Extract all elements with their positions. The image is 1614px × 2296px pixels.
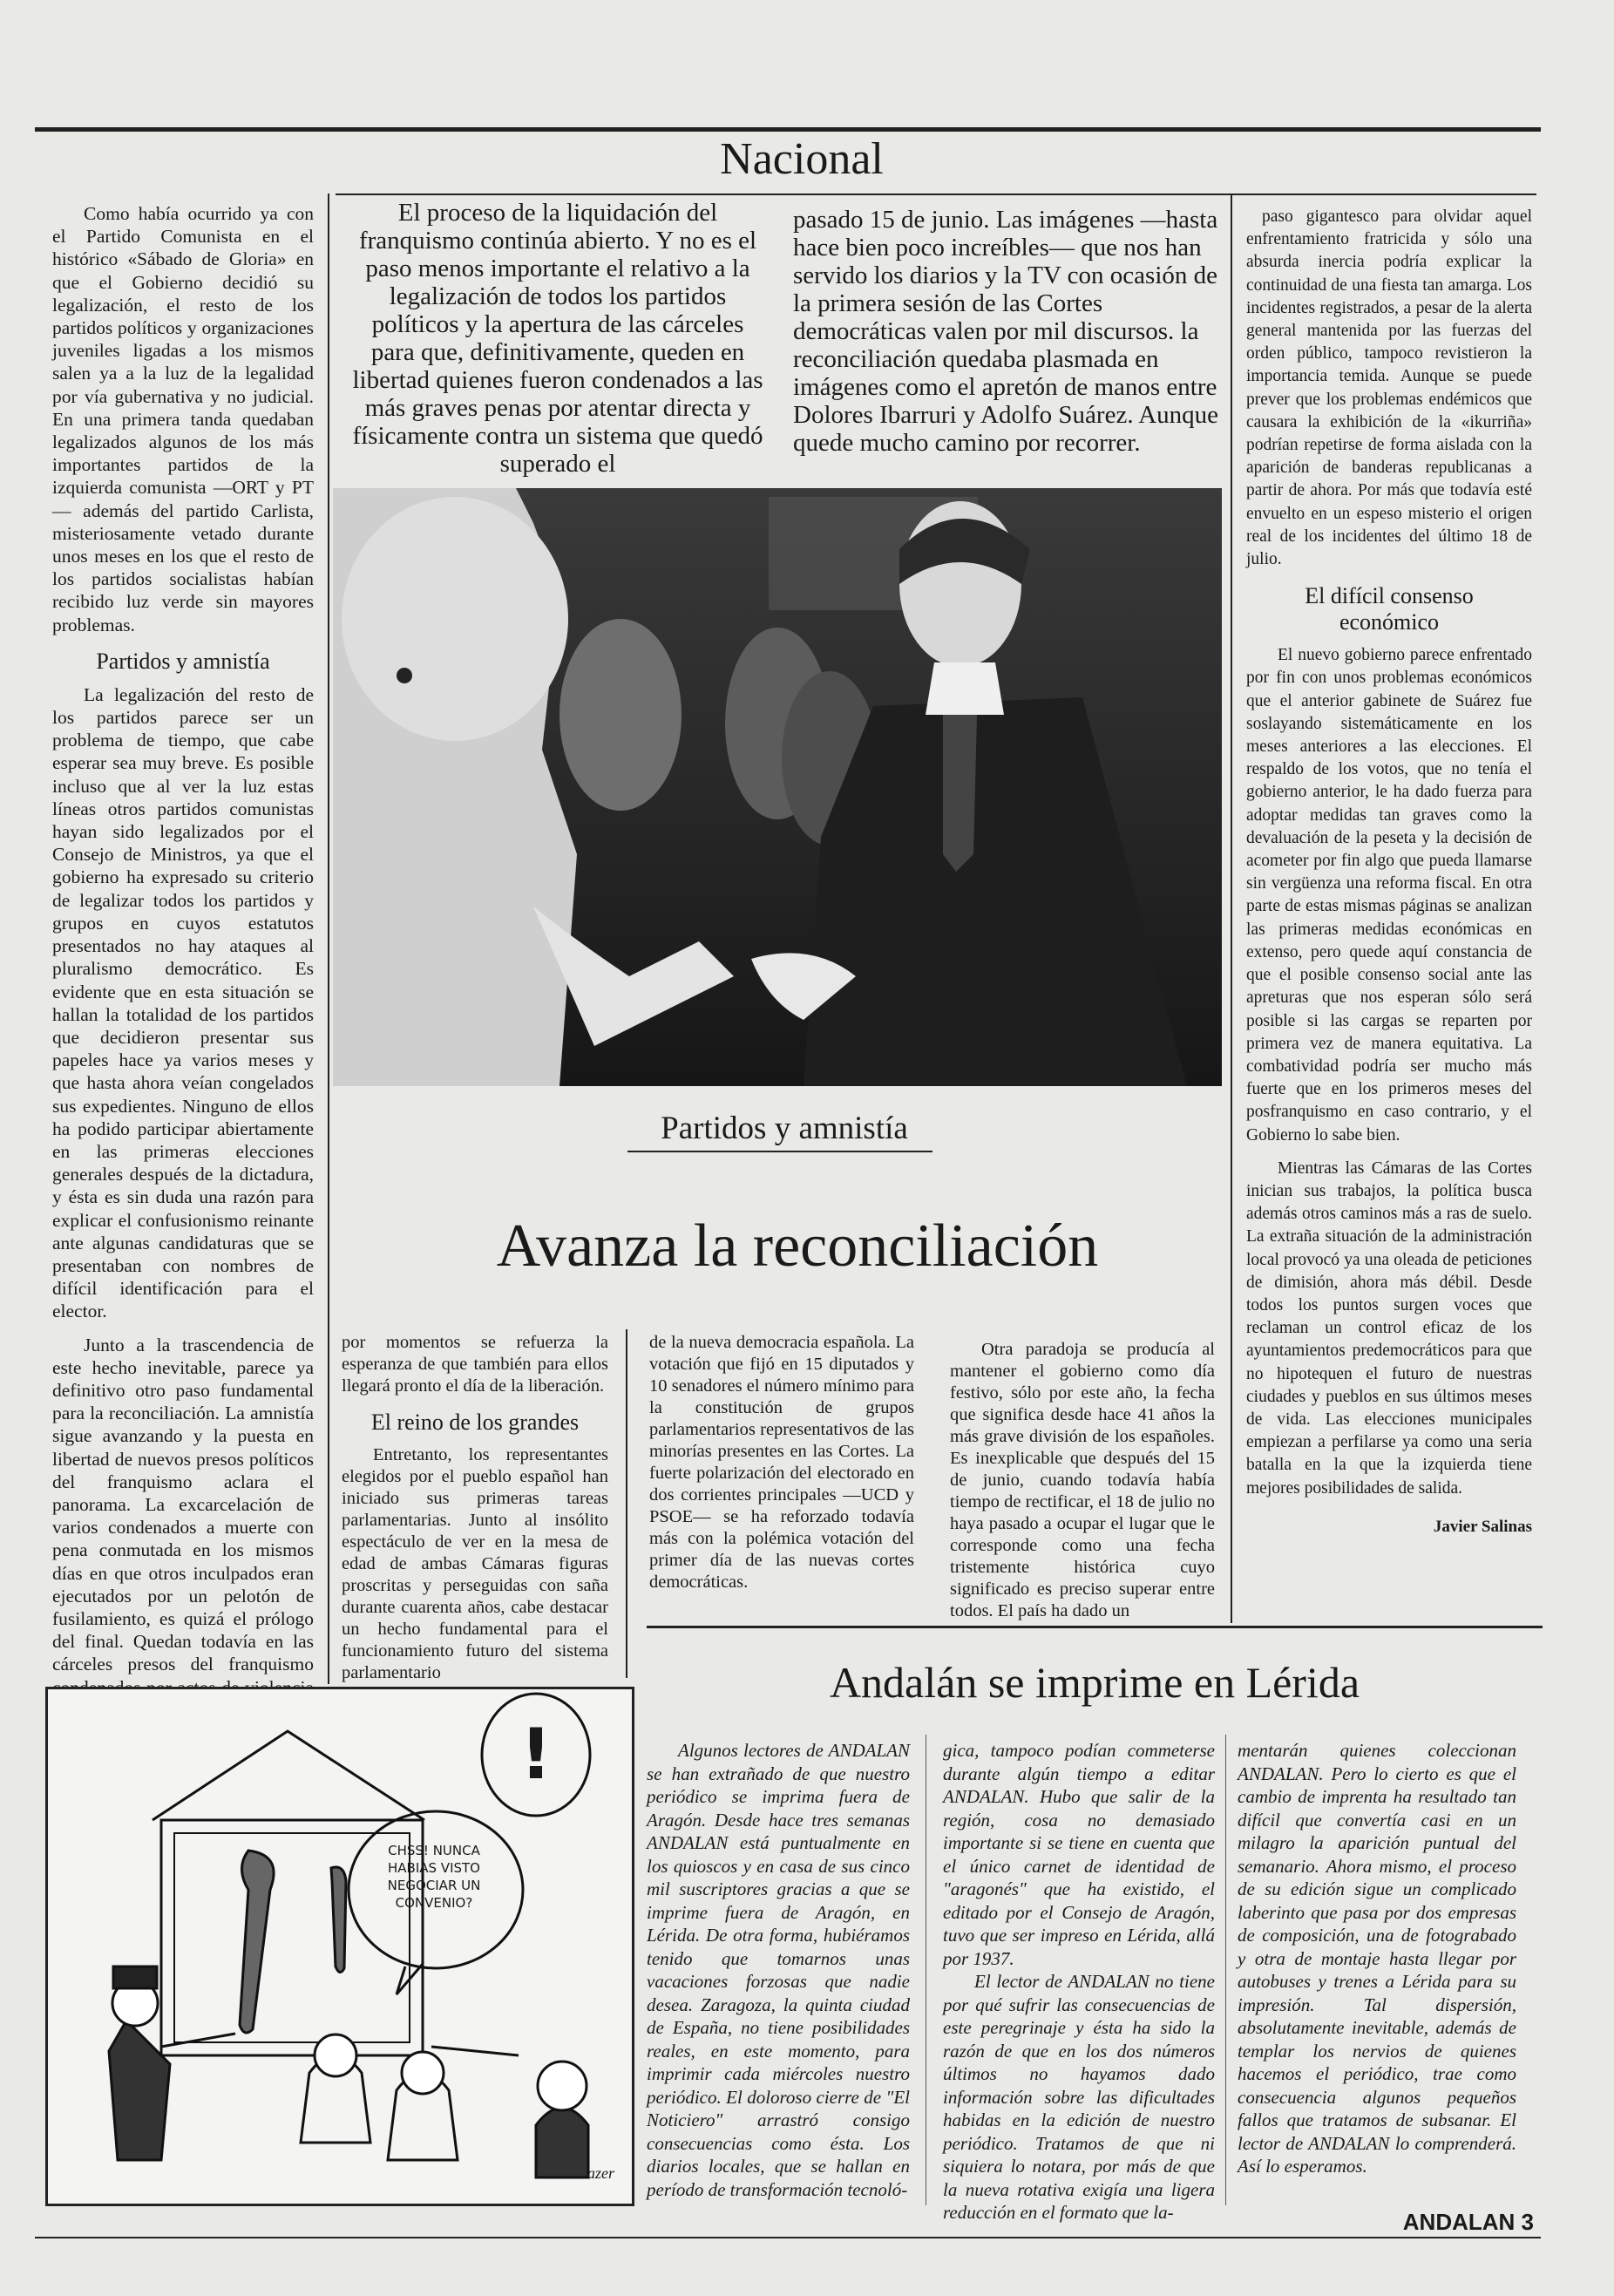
box-title: Andalán se imprime en Lérida	[829, 1658, 1360, 1707]
subheading: Partidos y amnistía	[96, 648, 270, 674]
lead-text-right: pasado 15 de junio. Las imágenes —hasta hace bien poco increíbles— que nos han servido los diarios y la TV con ocasión de la primera sesión de las Cortes democráticas valen por mil discursos. la reconciliación quedaba plasmada en imágenes como el apretón de manos entre Dolores Ibarruri y Adolfo Suárez. Aunque quede mucho camino por recorrer.	[793, 206, 1219, 457]
kicker-rule	[627, 1151, 932, 1152]
cartoon-signature: azer	[587, 2164, 614, 2182]
exclamation-mark: !	[519, 1714, 553, 1795]
article-paragraph: por momentos se refuerza la esperanza de que también para ellos llegará pronto el día de la liberación.	[342, 1333, 608, 1396]
cartoon	[45, 1687, 634, 2206]
article-paragraph: de la nueva democracia española. La votación que fijó en 15 diputados y 10 senadores el número mínimo para la constitución de grupos parlamentarios representativos de las minorías presentes en las Cortes. La fuerte polarización del electorado en dos corrientes principales —UCD y PSOE— se ha reforzado todavía más con la polémica votación del primer día de las nuevas cortes democráticas.	[649, 1333, 914, 1592]
mid-column-2	[649, 1332, 914, 1593]
article-paragraph: El lector de ANDALAN no tiene por qué sufrir las consecuencias de este peregrinaje y ésta ha sido la razón de que en los dos números últimos no hayamos dado información sobre las dificultades habidas en la edición de nuestro periódico. Tratamos de que ni siquiera lo notara, por más de que la nueva rotativa exigía una ligera reducción en el formato que la-	[943, 1971, 1215, 2223]
lead-text-left: El proceso de la liquidación del franquismo continúa abierto. Y no es el paso menos importante el relativo a la legalización de todos los partidos políticos y la apertura de las cárceles para que, definitivamente, queden en libertad quienes fueron condenados a las más graves penas por atentar directa y físicamente contra un sistema que quedó superado el	[352, 199, 763, 478]
article-paragraph: gica, tampoco podían commeterse durante algún tiempo a editar ANDALAN. Hubo que salir de la región, cosa no demasiado importante si se tiene en cuenta que el único carnet de identidad de "aragonés" que ha existido, el editado por el Consejo de Aragón, tuvo que ser impreso en Lérida, allá por 1937.	[943, 1740, 1215, 1969]
box-column-3	[1238, 1739, 1516, 2178]
column-divider	[626, 1329, 627, 1678]
column-divider	[1225, 1735, 1226, 2205]
article-paragraph: mentarán quienes coleccionan ANDALAN. Pero lo cierto es que el cambio de imprenta ha resultado tan difícil que convertía casi en un milagro la aparición puntual del semanario. Ahora mismo, el proceso de su edición sigue un complicado laberinto que pasa por dos empresas de composición, una de fotograbado y otra de montaje hasta llegar por autobuses y trenes a Lérida para su impresión. Tal dispersión, absolutamente inevitable, además de templar los nervios de quienes hacemos el periódico, trae como consecuencia algunos pequeños fallos que tratamos de subsanar. El lector de ANDALAN lo comprenderá. Así lo esperamos.	[1238, 1740, 1516, 2177]
kicker: Partidos y amnistía	[661, 1111, 908, 1146]
section-title: Nacional	[720, 134, 884, 184]
article-paragraph: Como había ocurrido ya con el Partido Comunista en el histórico «Sábado de Gloria» en que el Gobierno decidió su legalización, el resto de los partidos políticos y organizaciones juveniles ligadas a los mismos salen ya a la luz de la legalidad por vía gubernativa y no judicial. En una primera tanda quedaban legalizados algunos de los más importantes partidos de la izquierda comunista —ORT y PT— además del partido Carlista, misteriosamente vetado durante unos meses en los que el resto de los partidos socialistas habían recibido luz verde sin mayores problemas.	[52, 203, 314, 635]
photo-handshake	[333, 488, 1222, 1086]
article-paragraph: Algunos lectores de ANDALAN se han extrañado de que nuestro periódico se imprima fuera de Aragón. Desde hace tres semanas ANDALAN está puntualmente en los quioscos y en casa de sus cinco mil suscriptores gracias a que se imprime fuera de Aragón, en Lérida. De otra forma, hubiéramos tenido que tomarnos unas vacaciones forzosas que nadie desea. Zaragoza, la quinta ciudad de España, no tiene posibilidades reales, en este momento, para imprimir cada miércoles nuestro periódico. El doloroso cierre de "El Noticiero" arrastró consigo consecuencias como ésta. Los diarios locales, que se hallan en período de transformación tecnoló-	[647, 1740, 910, 2200]
mid-column-1	[342, 1332, 608, 1684]
box-column-2	[943, 1739, 1215, 2225]
subheading: El difícil consenso económico	[1305, 583, 1474, 635]
article-paragraph: Entretanto, los representantes elegidos por el pueblo español han iniciado sus primeras tareas parlamentarias. Junto al insólito espectáculo de ver en la mesa de edad de ambas Cámaras figuras proscritas y perseguidas con saña durante cuarenta años, cabe destacar un hecho fundamental para el funcionamiento futuro del sistema parlamentario	[342, 1445, 608, 1682]
article-paragraph: La legalización del resto de los partidos parece ser un problema de tiempo, que cabe esperar sea muy breve. Es posible incluso que al ver la luz estas líneas otros partidos comunistas hayan sido legalizados por el Consejo de Ministros, ya que el gobierno ha expresado su criterio de legalizar todos los partidos y grupos en cuyos estatutos presentados no hay ataques al pluralismo democrático. Es evidente que en esta situación se hallan la totalidad de los partidos que decidieron presentar sus papeles hace ya varios meses y que hasta ahora veían congelados sus expedientes. Ninguno de ellos ha podido participar abiertamente en las primeras elecciones generales después de la dictadura, y ésta es sin duda una razón para explicar el confusionismo reinante ante algunas candidaturas que se presentaban con nombres de difícil identificación para el elector.	[52, 683, 314, 1322]
column-divider	[1231, 194, 1232, 1623]
photo-image	[333, 488, 1222, 1086]
speech-bubble-text: CHSS! NUNCA HABIAS VISTO NEGOCIAR UN CONVENIO?	[387, 1843, 481, 1911]
page-footer: ANDALAN 3	[1402, 2209, 1534, 2235]
article-paragraph: Junto a la trascendencia de este hecho inevitable, parece ya definitivo otro paso fundamental para la reconciliación. La amnistía sigue avanzando y la puesta en libertad de nuevos presos políticos del franquismo aclara el panorama. La excarcelación de varios condenados a muerte con pena conmutada en los mismos días en que otros inculpados eran ejecutados por un pelotón de fusilamiento, es quizá el prólogo del final. Quedan todavía en las cárceles presos del franquismo	[52, 1334, 314, 1675]
subheading: El reino de los grandes	[370, 1410, 580, 1435]
article-paragraph: El nuevo gobierno parece enfrentado por fin con unos problemas económicos que el anterior gabinete de Suárez fue soslayando sistemáticamente en los meses anteriores a las elecciones. El respaldo de los votos, que no tenía el gobierno anterior, le ha dado fuerza para adoptar medidas tan graves como la devaluación de la peseta y la decisión de acometer por fin algo que pueda llamarse sin vergüenza una reforma fiscal. En otra parte de estas mismas páginas se analizan las primeras medidas económicas en extenso, pero quede aquí constancia de que el posible consenso social ante las apreturas que nos esperan sólo será posible si las cargas se reparten por primera vez de manera equitativa. La combatividad podría ser mucho más fuerte que en los primeros meses del posfranquismo en caso contrario, y el Gobierno lo sabe bien.	[1246, 646, 1532, 1145]
headline: Avanza la reconciliación	[496, 1213, 1099, 1280]
box-column-1	[647, 1739, 910, 2201]
column-divider	[328, 194, 329, 1684]
footer-rule	[35, 2237, 1541, 2238]
article-paragraph: paso gigantesco para olvidar aquel enfrentamiento fratricida y sólo una absurda inercia podría explicar la continuidad de una fiesta tan amarga. Los incidentes registrados, a pesar de la alerta general mantenida por las fuerzas del orden público, tampoco revistieron la importancia temida. Aunque se puede prever que los problemas endémicos que causara la exhibición de la «ikurriña» podrían repetirse de forma aislada con la aparición de banderas republicanas a partir de ahora. Por más que todavía esté envuelto en un espeso misterio el origen real de los incidentes del último 18 de julio.	[1246, 207, 1532, 569]
right-column	[1246, 206, 1532, 1539]
article-paragraph: Mientras las Cámaras de las Cortes inician sus trabajos, la política busca además otros caminos más a ras de suelo. La extraña situación de la administración local provocó ya una oleada de peticiones de dimisión, ahora más débil. Desde todos los puntos surgen voces que reclaman un control eficaz de los ayuntamientos predemocráticos para que no hipotequen el futuro de nuestras ciudades y pueblos en sus últimos meses de vida. Las elecciones municipales empiezan a perfilarse ya como una seria batalla en la que la izquierda tiene mejores posibilidades de salida.	[1246, 1158, 1532, 1498]
box-rule	[647, 1626, 1543, 1628]
title-rule	[336, 194, 1536, 195]
left-column	[52, 202, 314, 1905]
byline: Javier Salinas	[1433, 1517, 1532, 1536]
article-paragraph: Otra paradoja se producía al mantener el gobierno como día festivo, sólo por este año, la fecha que significa desde hace 41 años la más grave división de los españoles. Es inexplicable que después del 15 de junio, cuando todavía había tiempo de rectificar, el 18 de julio no haya pasado a ocupar el lugar que le corresponde como una fecha tristemente histórica cuyo significado es preciso superar entre todos. El país ha dado un	[950, 1340, 1215, 1620]
mid-column-3	[950, 1339, 1215, 1622]
